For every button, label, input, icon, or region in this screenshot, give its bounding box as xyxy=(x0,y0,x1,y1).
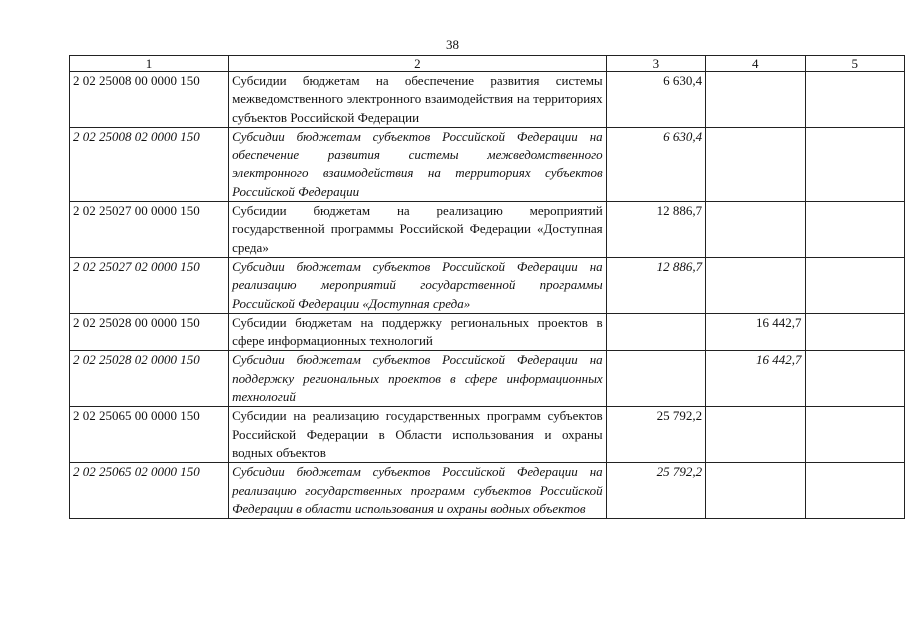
column-header-1: 1 xyxy=(70,56,229,72)
amount-col5-cell xyxy=(805,127,905,201)
amount-col5-cell xyxy=(805,72,905,128)
column-header-2: 2 xyxy=(229,56,607,72)
amount-col4-cell xyxy=(706,463,805,519)
amount-col3-cell: 6 630,4 xyxy=(606,127,705,201)
amount-col3-cell xyxy=(606,351,705,407)
column-header-5: 5 xyxy=(805,56,905,72)
amount-col5-cell xyxy=(805,351,905,407)
budget-code-cell: 2 02 25008 00 0000 150 xyxy=(70,72,229,128)
budget-code-cell: 2 02 25008 02 0000 150 xyxy=(70,127,229,201)
table-row xyxy=(70,127,905,201)
amount-col3-cell: 25 792,2 xyxy=(606,407,705,463)
table-row xyxy=(70,257,905,313)
budget-code-cell: 2 02 25028 00 0000 150 xyxy=(70,313,229,351)
description-cell: Субсидии на реализацию государственных программ субъектов Российской Федерации в Области использования и охраны водных объектов xyxy=(229,407,607,463)
table-row xyxy=(70,407,905,463)
amount-col3-cell: 12 886,7 xyxy=(606,202,705,258)
budget-code-cell: 2 02 25027 00 0000 150 xyxy=(70,202,229,258)
description-cell: Субсидии бюджетам субъектов Российской Федерации на обеспечение развития системы межведомственного электронного взаимодействия на территориях субъектов Российской Федерации xyxy=(229,127,607,201)
amount-col3-cell: 6 630,4 xyxy=(606,72,705,128)
amount-col5-cell xyxy=(805,407,905,463)
budget-code-cell: 2 02 25065 00 0000 150 xyxy=(70,407,229,463)
amount-col5-cell xyxy=(805,202,905,258)
budget-table xyxy=(69,55,905,519)
description-cell: Субсидии бюджетам на обеспечение развития системы межведомственного электронного взаимодействия на территориях субъектов Российской Федерации xyxy=(229,72,607,128)
amount-col3-cell: 25 792,2 xyxy=(606,463,705,519)
amount-col4-cell xyxy=(706,127,805,201)
amount-col4-cell xyxy=(706,72,805,128)
table-row xyxy=(70,463,905,519)
amount-col5-cell xyxy=(805,257,905,313)
table-row xyxy=(70,72,905,128)
amount-col4-cell xyxy=(706,257,805,313)
amount-col5-cell xyxy=(805,463,905,519)
column-header-4: 4 xyxy=(706,56,805,72)
amount-col5-cell xyxy=(805,313,905,351)
budget-code-cell: 2 02 25027 02 0000 150 xyxy=(70,257,229,313)
column-header-3: 3 xyxy=(606,56,705,72)
amount-col3-cell: 12 886,7 xyxy=(606,257,705,313)
table-header-row xyxy=(70,56,905,72)
budget-code-cell: 2 02 25028 02 0000 150 xyxy=(70,351,229,407)
amount-col4-cell xyxy=(706,202,805,258)
amount-col4-cell xyxy=(706,407,805,463)
table-row xyxy=(70,313,905,351)
table-row xyxy=(70,351,905,407)
amount-col4-cell: 16 442,7 xyxy=(706,313,805,351)
description-cell: Субсидии бюджетам субъектов Российской Федерации на поддержку региональных проектов в сфере информационных технологий xyxy=(229,351,607,407)
table-row xyxy=(70,202,905,258)
amount-col4-cell: 16 442,7 xyxy=(706,351,805,407)
description-cell: Субсидии бюджетам субъектов Российской Федерации на реализацию государственных программ субъектов Российской Федерации в области использования и охраны водных объектов xyxy=(229,463,607,519)
description-cell: Субсидии бюджетам на реализацию мероприятий государственной программы Российской Федерации «Доступная среда» xyxy=(229,202,607,258)
description-cell: Субсидии бюджетам на поддержку региональных проектов в сфере информационных технологий xyxy=(229,313,607,351)
page-number: 38 xyxy=(446,37,459,52)
budget-code-cell: 2 02 25065 02 0000 150 xyxy=(70,463,229,519)
description-cell: Субсидии бюджетам субъектов Российской Федерации на реализацию мероприятий государственной программы Российской Федерации «Доступная среда» xyxy=(229,257,607,313)
amount-col3-cell xyxy=(606,313,705,351)
